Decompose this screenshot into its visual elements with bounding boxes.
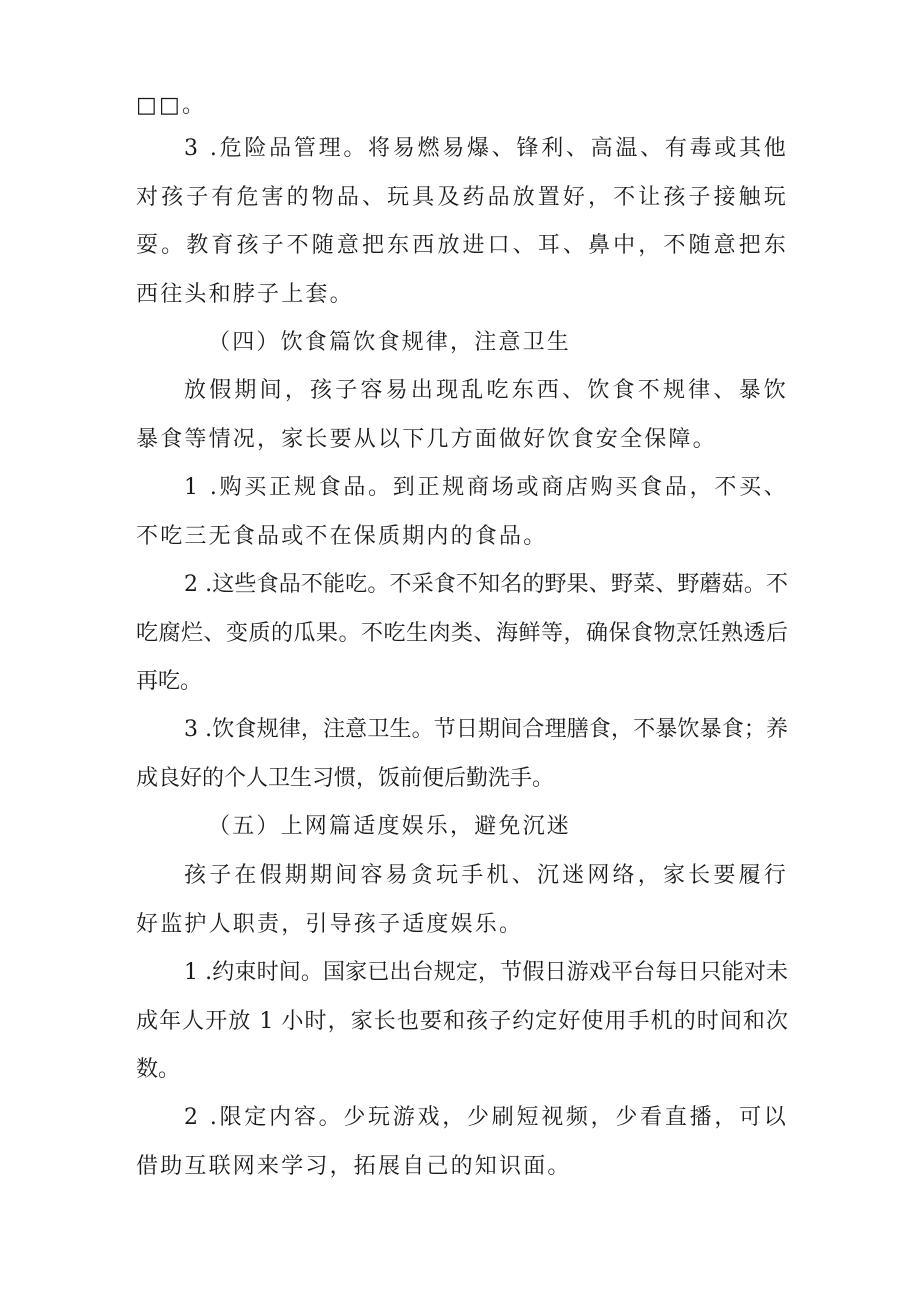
paragraph-time-limit: 1 .约束时间。国家已出台规定，节假日游戏平台每日只能对未成年人开放 1 小时，家长也要和孩子约定好使用手机的时间和次数。 [136,960,788,1082]
paragraph-hazardous-items: 3 .危险品管理。将易燃易爆、锋利、高温、有毒或其他对孩子有危害的物品、玩具及药品放置好，不让孩子接触玩耍。教育孩子不随意把东西放进口、耳、鼻中，不随意把东西往头和脖子上套。 [136,136,788,307]
paragraph-fragment: □□。 [136,93,207,118]
section-heading-internet: （五）上网篇适度娱乐，避免沉迷 [208,814,572,839]
paragraph-internet-intro: 孩子在假期期间容易贪玩手机、沉迷网络，家长要履行好监护人职责，引导孩子适度娱乐。 [136,863,788,937]
section-heading-diet: （四）饮食篇饮食规律，注意卫生 [208,330,572,355]
paragraph-diet-intro: 放假期间，孩子容易出现乱吃东西、饮食不规律、暴饮暴食等情况，家长要从以下几方面做好饮食安全保障。 [136,378,788,452]
paragraph-foods-not-to-eat: 2 .这些食品不能吃。不采食不知名的野果、野菜、野蘑菇。不吃腐烂、变质的瓜果。不吃生肉类、海鲜等，确保食物烹饪熟透后再吃。 [136,572,788,694]
paragraph-content-limit: 2 .限定内容。少玩游戏，少刷短视频，少看直播，可以借助互联网来学习，拓展自己的知识面。 [136,1105,788,1179]
paragraph-diet-regularity: 3 .饮食规律，注意卫生。节日期间合理膳食，不暴饮暴食；养成良好的个人卫生习惯，饭前便后勤洗手。 [136,717,788,791]
paragraph-buy-regular-food: 1 .购买正规食品。到正规商场或商店购买食品，不买、不吃三无食品或不在保质期内的食品。 [136,475,788,549]
